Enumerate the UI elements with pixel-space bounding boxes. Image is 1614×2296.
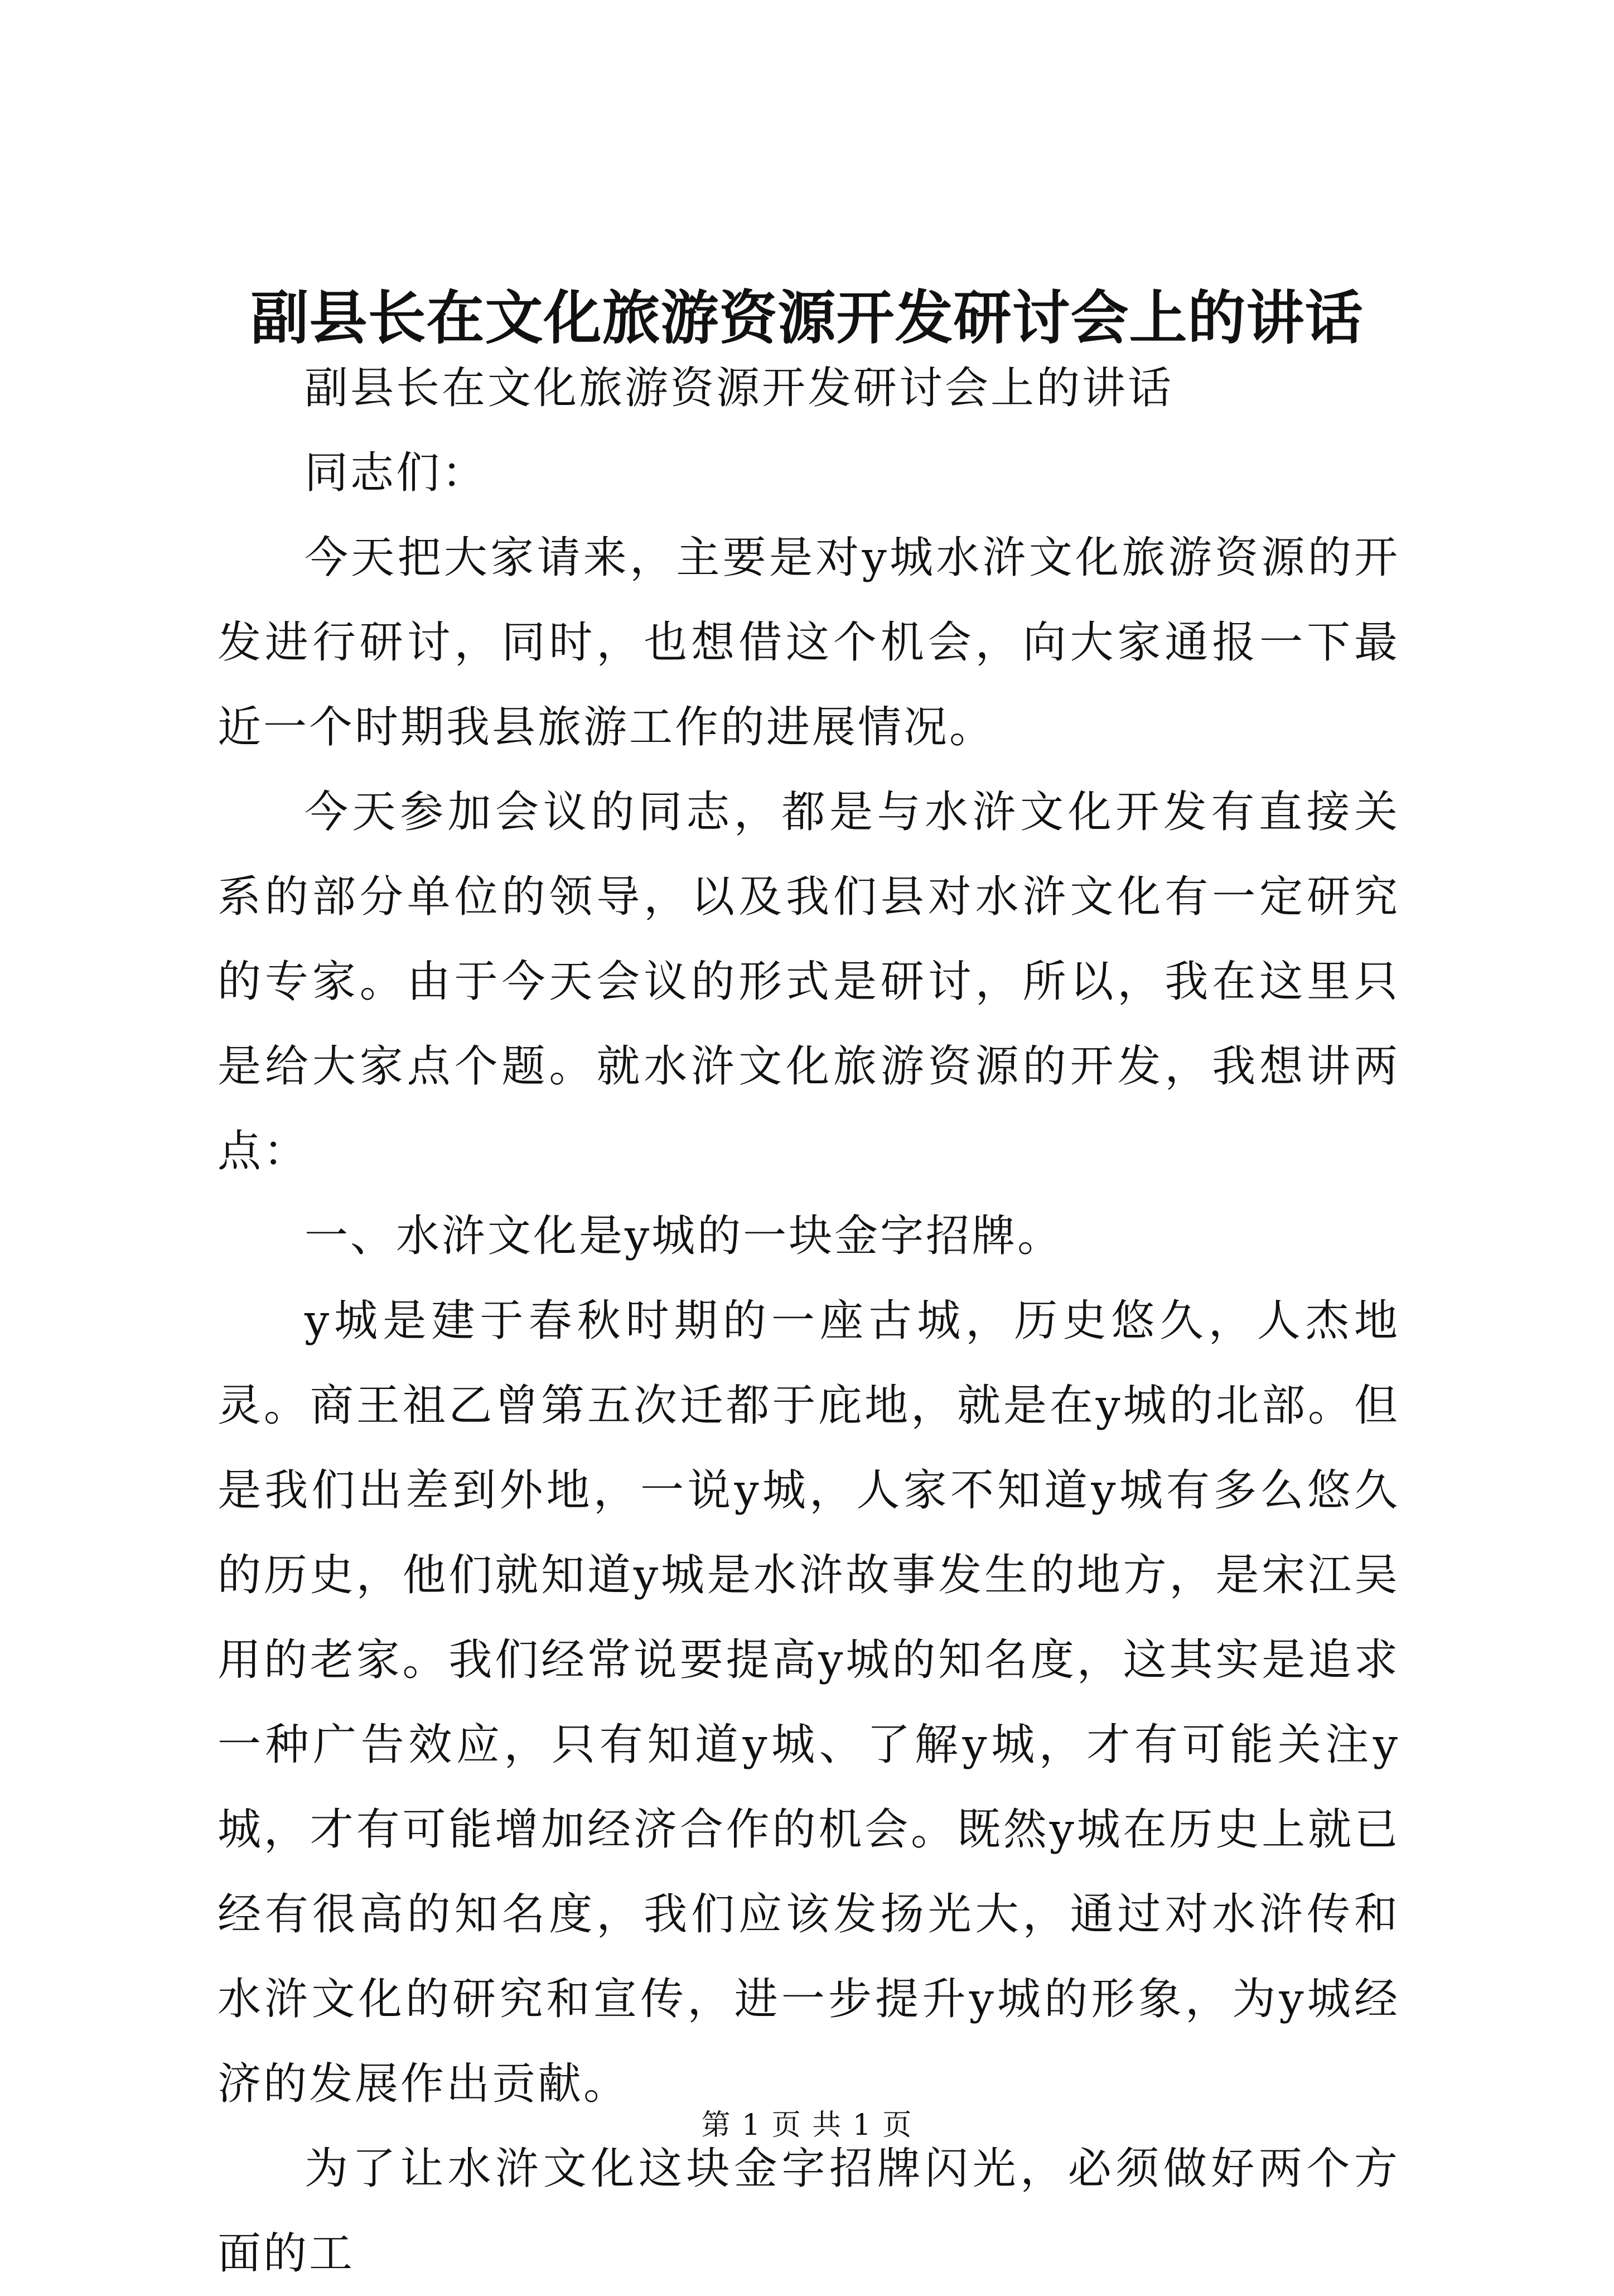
paragraph-heading-one: 一、水浒文化是y城的一块金字招牌。 <box>305 1211 1064 1261</box>
paragraph-salutation: 同志们： <box>305 448 488 498</box>
document-title: 副县长在文化旅游资源开发研讨会上的讲话 <box>250 283 1364 352</box>
page-footer: 第 1 页 共 1 页 <box>701 2109 913 2142</box>
paragraph-intro: 今天把大家请来，主要是对y城水浒文化旅游资源的开发进行研讨，同时，也想借这个机会，向大家通报一下最近一个时期我县旅游工作的进展情况。 <box>218 533 1400 753</box>
paragraph-participants: 今天参加会议的同志，都是与水浒文化开发有直接关系的部分单位的领导，以及我们县对水浒文化有一定研究的专家。由于今天会议的形式是研讨，所以，我在这里只是给大家点个题。就水浒文化旅游资源的开发，我想讲两点： <box>218 787 1400 1176</box>
paragraph-continuation: 为了让水浒文化这块金字招牌闪光，必须做好两个方面的工 <box>218 2144 1400 2279</box>
document-body <box>218 346 1400 2296</box>
paragraph-subtitle: 副县长在文化旅游资源开发研讨会上的讲话 <box>305 363 1174 413</box>
paragraph-history: y城是建于春秋时期的一座古城，历史悠久，人杰地灵。商王祖乙曾第五次迁都于庇地，就是在y城的北部。但是我们出差到外地，一说y城，人家不知道y城有多么悠久的历史，他们就知道y城是水浒故事发生的地方，是宋江吴用的老家。我们经常说要提高y城的知名度，这其实是追求一种广告效应，只有知道y城、了解y城，才有可能关注y城，才有可能增加经济合作的机会。既然y城在历史上就已经有很高的知名度，我们应该发扬光大，通过对水浒传和水浒文化的研究和宣传，进一步提升y城的形象，为y城经济的发展作出贡献。 <box>218 1296 1400 2109</box>
